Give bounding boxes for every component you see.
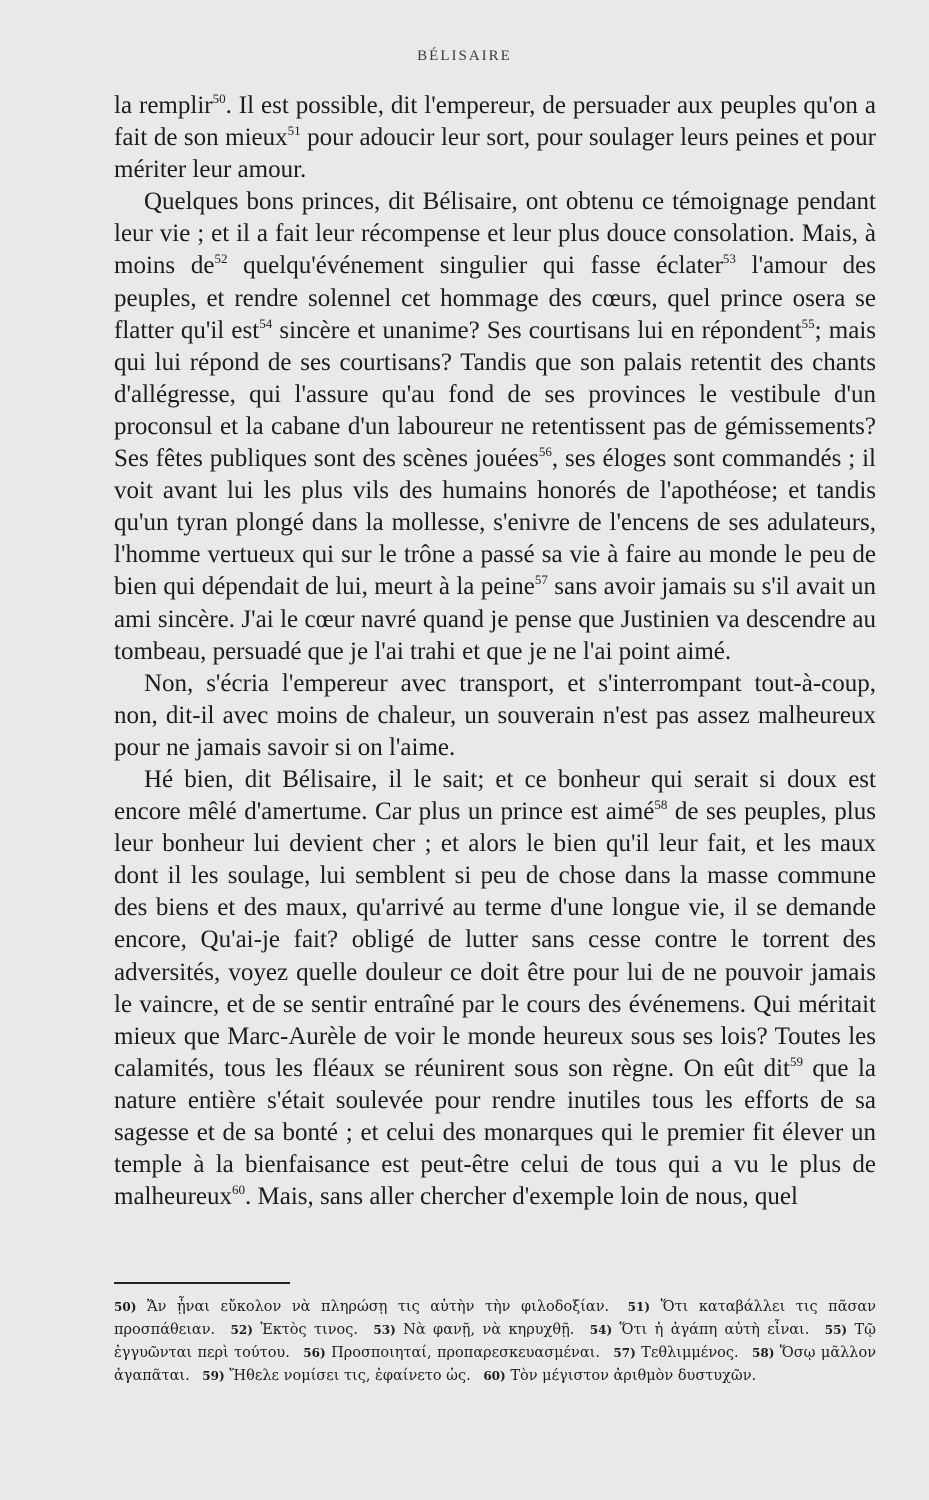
footnote-ref-50: 50 <box>212 91 226 106</box>
footnotes <box>114 1296 876 1388</box>
footnote-ref-58: 58 <box>654 797 668 813</box>
paragraph-2: Quelques bons princes, dit Bélisaire, ont obtenu ce témoignage pendant leur vie ; et il a fait leur récompense et leur plus douce consolation. Mais, à moins de$^{52}$ quelqu'événement singulier qui fasse éclater$^{53}$ l'amour des peuples, et rendre solennel cet hommage des cœurs, quel prince osera se flatter qu'il est$^{54}$ sincère et unanime? Ses courtisans lui en répondent$^{55}$; mais qui lui répond de ses courtisans? Tandis que son palais retentit des chants d'allégresse, qui l'assure qu'au fond de ses provinces le vestibule d'un proconsul et la cabane d'un laboureur ne retentissent pas de gémissements? Ses fêtes publiques sont des scènes jouées$^{56}$, ses éloges sont commandés ; il voit avant lui les plus vils des humains honorés de l'apothéose; et tandis qu'un tyran plongé dans la mollesse, s'enivre de l'encens de ses adulateurs, l'homme vertueux qui sur le trône a passé sa vie à faire au monde le peu de bien qui dépendait de lui, meurt à la peine$^{57}$ sans avoir jamais su s'il avait un ami sincère. J'ai le cœur navré quand je pense que Justinien va descendre au tombeau, persuadé que je l'ai trahi et que je ne l'ai point aimé. <box>114 188 877 665</box>
footnote: 59) Ἤθελε νομίσει τις, ἐφαίνετο ὡς. <box>202 1368 471 1384</box>
paragraph-4: Hé bien, dit Bélisaire, il le sait; et ce bonheur qui serait si doux est encore mêlé d'amertume. Car plus un prince est aimé$^{58}$ de ses peuples, plus leur bonheur lui devient cher ; et alors le bien qu'il leur fait, et les maux dont il les soulage, lui semblent si peu de chose dans la masse commune des biens et des maux, qu'arrivé au terme d'une longue vie, il se demande encore, Qu'ai-je fait? obligé de lutter sans cesse contre le torrent des adversités, voyez quelle douleur ce doit être pour lui de ne pouvoir jamais le vaincre, et de se sentir entraîné par le cours des événemens. Qui méritait mieux que Marc-Aurèle de voir le monde heureux sous ses lois? Toutes les calamités, tous les fléaux se réunirent sous son règne. On eût dit$^{59}$ que la nature entière s'était soulevée pour rendre inutiles tous les efforts de sa sagesse et de sa bonté ; et celui des monarques qui le premier fit élever un temple à la bienfaisance est peut-être celui de tous qui a vu le plus de malheureux$^{60}$. Mais, sans aller chercher d'exemple loin de nous, quel <box>114 765 876 1211</box>
footnote: 57) Τεθλιμμένος. <box>613 1345 739 1361</box>
main-text <box>114 90 876 1213</box>
footnote: 52) Ἐκτὸς τινος. <box>230 1322 358 1338</box>
footnote: 54) Ὅτι ἡ ἀγάπη αὐτὴ εἶναι. <box>589 1322 810 1338</box>
footnote-ref-53: 53 <box>722 251 736 267</box>
footnote-ref-56: 56 <box>538 444 552 460</box>
footnote-ref-57: 57 <box>534 572 548 588</box>
footnote: 50) Ἄν ᾖναι εὔκολον νὰ πληρώσῃ τις αὐτὴν τὴν φιλοδοξίαν. <box>114 1299 610 1315</box>
footnote-ref-54: 54 <box>259 315 273 331</box>
footnote-ref-60: 60 <box>232 1182 246 1198</box>
footnote: 53) Νὰ φανῇ, νὰ κηρυχθῇ. <box>373 1322 575 1338</box>
footnote-ref-51: 51 <box>287 123 301 139</box>
footnote: 55) Τῷ ἐγγυῶνται περὶ τούτου. <box>114 1322 877 1361</box>
footnote-ref-55: 55 <box>801 315 815 331</box>
footnote: 58) Ὅσῳ μᾶλλον ἀγαπᾶται. <box>114 1345 877 1384</box>
footnote-divider <box>114 1282 290 1284</box>
paragraph-1: la remplir$^{50}$. Il est possible, dit l'empereur, de persuader aux peuples qu'on a fait de son mieux$^{51}$ pour adoucir leur sort, pour soulager leurs peines et pour mériter leur amour. <box>114 91 876 184</box>
footnote: 51) Ὅτι καταβάλλει τις πᾶσαν προσπάθειαν. <box>114 1299 876 1338</box>
footnote: 60) Τὸν μέγιστον ἀριθμὸν δυστυχῶν. <box>483 1368 757 1384</box>
footnote: 56) Προσποιηταί, προπαρεσκευασμέναι. <box>303 1345 600 1361</box>
running-header: BÉLISAIRE <box>417 48 512 64</box>
footnote-ref-52: 52 <box>214 251 228 267</box>
paragraph-3: Non, s'écria l'empereur avec transport, et s'interrompant tout-à-coup, non, dit-il avec moins de chaleur, un souverain n'est pas assez malheureux pour ne jamais savoir si on l'aime. <box>114 669 876 761</box>
footnote-ref-59: 59 <box>789 1053 803 1069</box>
